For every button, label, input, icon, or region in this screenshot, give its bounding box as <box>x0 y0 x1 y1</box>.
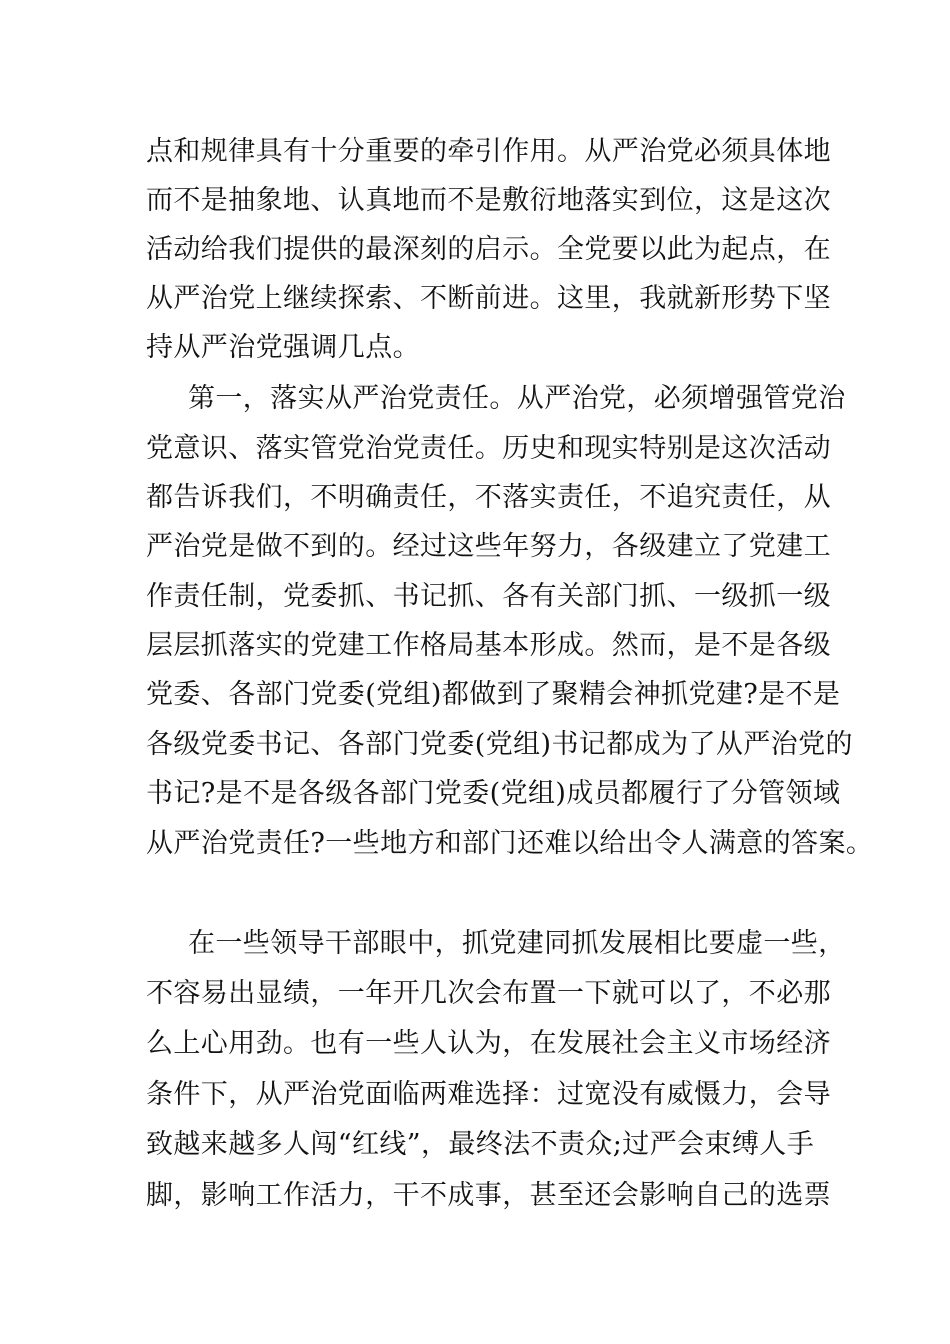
text-line: 活动给我们提供的最深刻的启示。全党要以此为起点，在 <box>146 234 831 265</box>
text-line: 作责任制，党委抓、书记抓、各有关部门抓、一级抓一级 <box>146 581 831 612</box>
paragraph-first-line: 第一，落实从严治党责任。从严治党，必须增强管党治 <box>188 383 846 414</box>
text-line: 点和规律具有十分重要的牵引作用。从严治党必须具体地 <box>146 136 831 167</box>
text-line: 而不是抽象地、认真地而不是敷衍地落实到位，这是这次 <box>146 185 831 216</box>
text-line: 党意识、落实管党治党责任。历史和现实特别是这次活动 <box>146 433 831 464</box>
text-line: 各级党委书记、各部门党委(党组)书记都成为了从严治党的 <box>146 729 853 760</box>
text-line: 党委、各部门党委(党组)都做到了聚精会神抓党建?是不是 <box>146 679 841 710</box>
text-line: 不容易出显绩，一年开几次会布置一下就可以了，不必那 <box>146 978 831 1009</box>
text-line: 脚，影响工作活力，干不成事，甚至还会影响自己的选票 <box>146 1180 831 1211</box>
paragraph-first-line: 在一些领导干部眼中，抓党建同抓发展相比要虚一些， <box>188 928 846 959</box>
text-line: 层层抓落实的党建工作格局基本形成。然而，是不是各级 <box>146 630 831 661</box>
text-line: 书记?是不是各级各部门党委(党组)成员都履行了分管领域 <box>146 778 841 809</box>
text-line: 都告诉我们，不明确责任，不落实责任，不追究责任，从 <box>146 482 831 513</box>
text-line: 持从严治党强调几点。 <box>146 332 420 363</box>
text-line: 严治党是做不到的。经过这些年努力，各级建立了党建工 <box>146 531 831 562</box>
text-line: 么上心用劲。也有一些人认为，在发展社会主义市场经济 <box>146 1028 831 1059</box>
text-line: 条件下，从严治党面临两难选择：过宽没有威慑力，会导 <box>146 1079 831 1110</box>
text-line: 致越来越多人闯“红线”，最终法不责众;过严会束缚人手 <box>146 1129 815 1160</box>
text-line: 从严治党上继续探索、不断前进。这里，我就新形势下坚 <box>146 283 831 314</box>
text-line: 从严治党责任?一些地方和部门还难以给出令人满意的答案。 <box>146 828 874 859</box>
